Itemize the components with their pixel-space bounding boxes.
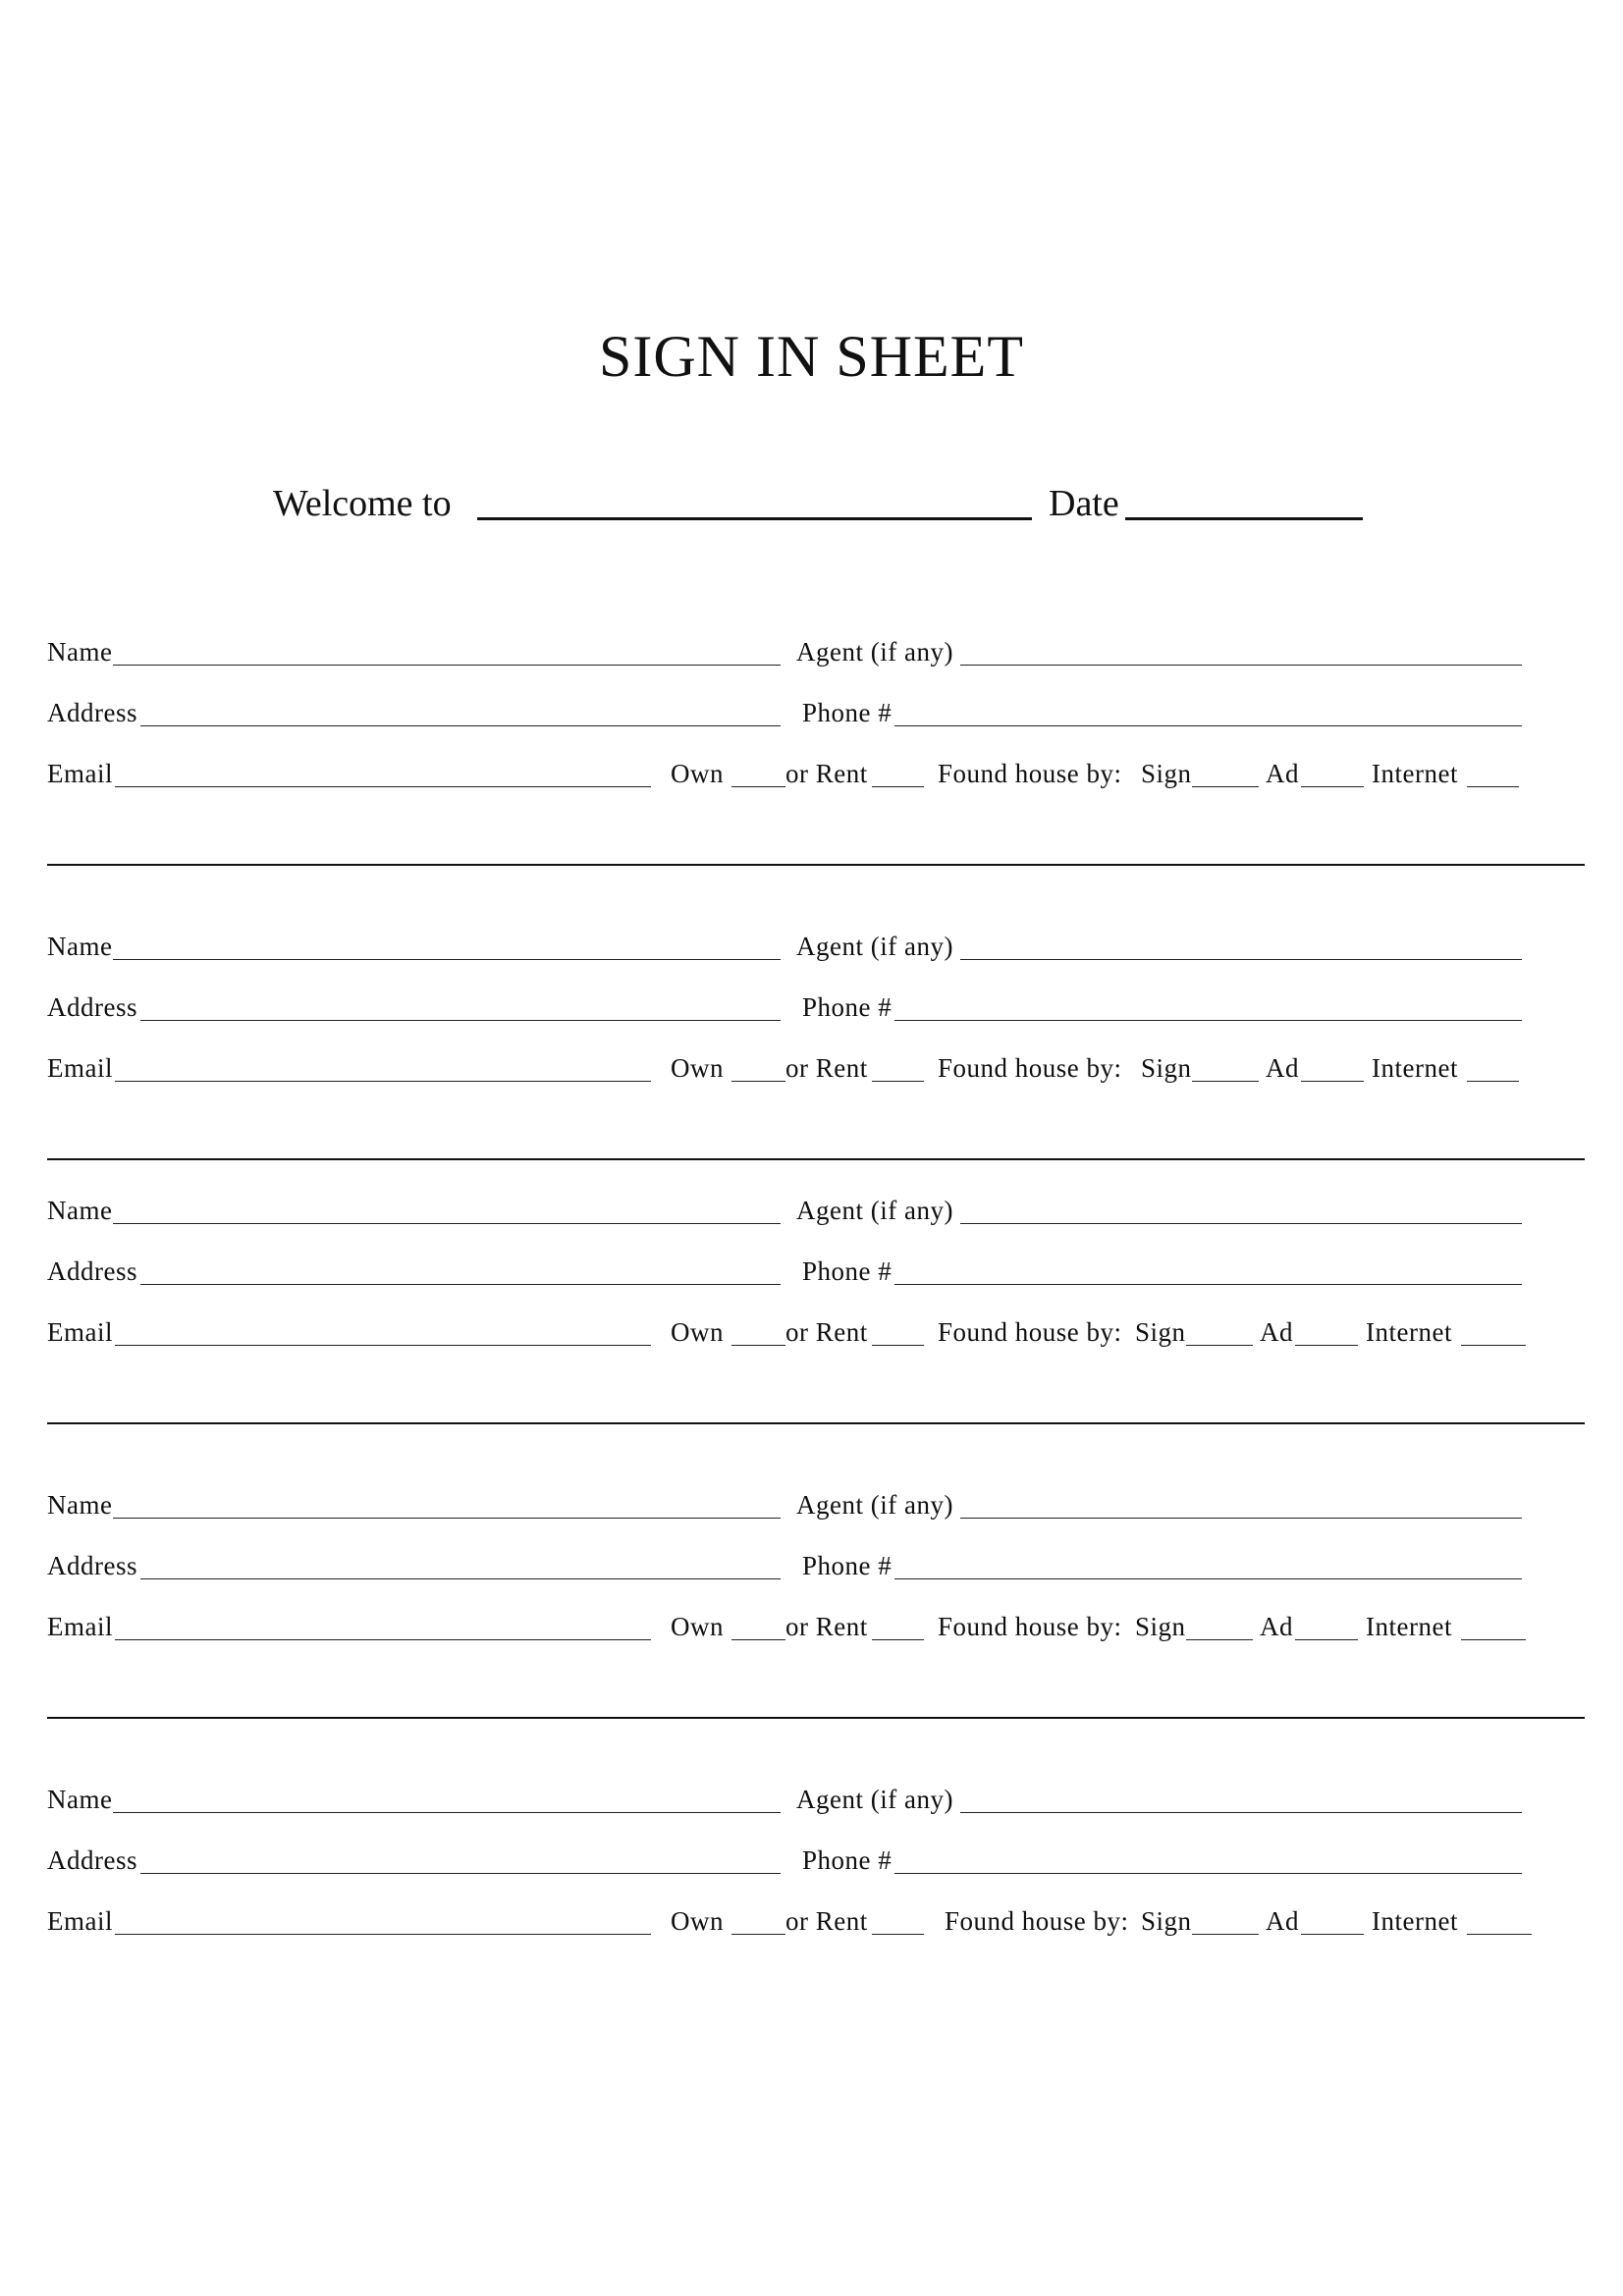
email-field[interactable] xyxy=(115,1639,651,1640)
internet-label: Internet xyxy=(1372,759,1458,788)
phone-field[interactable] xyxy=(894,1873,1522,1874)
address-field[interactable] xyxy=(140,1873,781,1874)
ad-blank[interactable] xyxy=(1295,1345,1358,1346)
address-label: Address xyxy=(47,1256,137,1286)
section-divider xyxy=(47,864,1585,866)
found-house-label: Found house by: xyxy=(945,1906,1129,1936)
name-agent-row xyxy=(0,1192,1623,1231)
rent-blank[interactable] xyxy=(872,1345,924,1346)
name-field[interactable] xyxy=(113,665,781,666)
phone-label: Phone # xyxy=(802,698,893,727)
address-label: Address xyxy=(47,698,137,727)
email-label: Email xyxy=(47,1317,113,1347)
address-field[interactable] xyxy=(140,1284,781,1285)
sign-label: Sign xyxy=(1135,1612,1186,1641)
address-label: Address xyxy=(47,1845,137,1875)
internet-label: Internet xyxy=(1372,1906,1458,1936)
ad-label: Ad xyxy=(1266,1906,1299,1936)
agent-field[interactable] xyxy=(960,959,1522,960)
visitor-entry-3 xyxy=(0,1192,1623,1388)
sign-blank[interactable] xyxy=(1192,1934,1259,1935)
sign-label: Sign xyxy=(1141,759,1192,788)
address-phone-row xyxy=(0,1253,1623,1292)
phone-label: Phone # xyxy=(802,1845,893,1875)
name-field[interactable] xyxy=(113,1812,781,1813)
email-field[interactable] xyxy=(115,1934,651,1935)
agent-label: Agent (if any) xyxy=(796,932,953,961)
name-label: Name xyxy=(47,932,113,961)
rent-label: or Rent xyxy=(785,1317,868,1347)
ad-label: Ad xyxy=(1266,759,1299,788)
visitor-entry-2 xyxy=(0,928,1623,1124)
email-options-row xyxy=(0,1902,1623,1942)
ad-blank[interactable] xyxy=(1301,1081,1364,1082)
own-label: Own xyxy=(671,1317,724,1347)
visitor-entry-1 xyxy=(0,633,1623,829)
sign-blank[interactable] xyxy=(1192,1081,1259,1082)
email-label: Email xyxy=(47,1612,113,1641)
ad-blank[interactable] xyxy=(1301,786,1364,787)
date-field[interactable] xyxy=(1125,517,1363,520)
address-phone-row xyxy=(0,694,1623,733)
name-label: Name xyxy=(47,1490,113,1520)
name-label: Name xyxy=(47,1196,113,1225)
found-house-label: Found house by: xyxy=(938,1317,1122,1347)
email-label: Email xyxy=(47,759,113,788)
email-options-row xyxy=(0,755,1623,794)
agent-label: Agent (if any) xyxy=(796,637,953,667)
own-blank[interactable] xyxy=(731,786,785,787)
rent-blank[interactable] xyxy=(872,786,924,787)
email-field[interactable] xyxy=(115,1345,651,1346)
internet-blank[interactable] xyxy=(1467,1081,1519,1082)
name-label: Name xyxy=(47,1785,113,1814)
sign-blank[interactable] xyxy=(1192,786,1259,787)
ad-blank[interactable] xyxy=(1301,1934,1364,1935)
email-label: Email xyxy=(47,1906,113,1936)
own-label: Own xyxy=(671,1906,724,1936)
sign-label: Sign xyxy=(1141,1053,1192,1083)
welcome-label: Welcome to xyxy=(273,483,452,524)
address-field[interactable] xyxy=(140,1578,781,1579)
address-phone-row xyxy=(0,1547,1623,1586)
internet-blank[interactable] xyxy=(1467,1934,1532,1935)
own-label: Own xyxy=(671,1612,724,1641)
agent-label: Agent (if any) xyxy=(796,1785,953,1814)
address-field[interactable] xyxy=(140,1020,781,1021)
ad-label: Ad xyxy=(1266,1053,1299,1083)
name-agent-row xyxy=(0,1486,1623,1525)
name-field[interactable] xyxy=(113,959,781,960)
own-blank[interactable] xyxy=(731,1081,785,1082)
rent-blank[interactable] xyxy=(872,1934,924,1935)
own-blank[interactable] xyxy=(731,1345,785,1346)
own-blank[interactable] xyxy=(731,1934,785,1935)
ad-label: Ad xyxy=(1260,1612,1293,1641)
name-agent-row xyxy=(0,928,1623,967)
agent-label: Agent (if any) xyxy=(796,1490,953,1520)
sign-label: Sign xyxy=(1135,1317,1186,1347)
name-field[interactable] xyxy=(113,1223,781,1224)
found-house-label: Found house by: xyxy=(938,1053,1122,1083)
agent-label: Agent (if any) xyxy=(796,1196,953,1225)
email-label: Email xyxy=(47,1053,113,1083)
address-phone-row xyxy=(0,988,1623,1028)
phone-label: Phone # xyxy=(802,992,893,1022)
rent-label: or Rent xyxy=(785,1906,868,1936)
name-agent-row xyxy=(0,633,1623,672)
welcome-row xyxy=(273,477,1363,526)
sign-blank[interactable] xyxy=(1186,1345,1253,1346)
own-label: Own xyxy=(671,759,724,788)
rent-blank[interactable] xyxy=(872,1081,924,1082)
internet-label: Internet xyxy=(1372,1053,1458,1083)
section-divider xyxy=(47,1422,1585,1424)
own-label: Own xyxy=(671,1053,724,1083)
found-house-label: Found house by: xyxy=(938,1612,1122,1641)
email-field[interactable] xyxy=(115,786,651,787)
email-options-row xyxy=(0,1049,1623,1089)
phone-field[interactable] xyxy=(894,725,1522,726)
address-phone-row xyxy=(0,1842,1623,1881)
internet-label: Internet xyxy=(1366,1317,1452,1347)
internet-blank[interactable] xyxy=(1467,786,1519,787)
address-label: Address xyxy=(47,1551,137,1580)
agent-field[interactable] xyxy=(960,1812,1522,1813)
email-field[interactable] xyxy=(115,1081,651,1082)
ad-blank[interactable] xyxy=(1295,1639,1358,1640)
agent-field[interactable] xyxy=(960,1223,1522,1224)
internet-blank[interactable] xyxy=(1461,1639,1526,1640)
page-title: SIGN IN SHEET xyxy=(599,324,1024,389)
address-field[interactable] xyxy=(140,725,781,726)
found-house-label: Found house by: xyxy=(938,759,1122,788)
sign-blank[interactable] xyxy=(1186,1639,1253,1640)
rent-blank[interactable] xyxy=(872,1639,924,1640)
visitor-entry-5 xyxy=(0,1781,1623,1977)
phone-field[interactable] xyxy=(894,1020,1522,1021)
section-divider xyxy=(47,1717,1585,1719)
email-options-row xyxy=(0,1608,1623,1647)
phone-label: Phone # xyxy=(802,1551,893,1580)
agent-field[interactable] xyxy=(960,665,1522,666)
ad-label: Ad xyxy=(1260,1317,1293,1347)
internet-blank[interactable] xyxy=(1461,1345,1526,1346)
name-label: Name xyxy=(47,637,113,667)
visitor-entry-4 xyxy=(0,1486,1623,1682)
phone-field[interactable] xyxy=(894,1284,1522,1285)
address-label: Address xyxy=(47,992,137,1022)
email-options-row xyxy=(0,1313,1623,1353)
date-label: Date xyxy=(1049,483,1119,524)
own-blank[interactable] xyxy=(731,1639,785,1640)
name-field[interactable] xyxy=(113,1518,781,1519)
name-agent-row xyxy=(0,1781,1623,1820)
rent-label: or Rent xyxy=(785,759,868,788)
phone-label: Phone # xyxy=(802,1256,893,1286)
internet-label: Internet xyxy=(1366,1612,1452,1641)
rent-label: or Rent xyxy=(785,1612,868,1641)
agent-field[interactable] xyxy=(960,1518,1522,1519)
section-divider xyxy=(47,1158,1585,1160)
sign-label: Sign xyxy=(1141,1906,1192,1936)
rent-label: or Rent xyxy=(785,1053,868,1083)
welcome-location-field[interactable] xyxy=(477,517,1032,520)
phone-field[interactable] xyxy=(894,1578,1522,1579)
